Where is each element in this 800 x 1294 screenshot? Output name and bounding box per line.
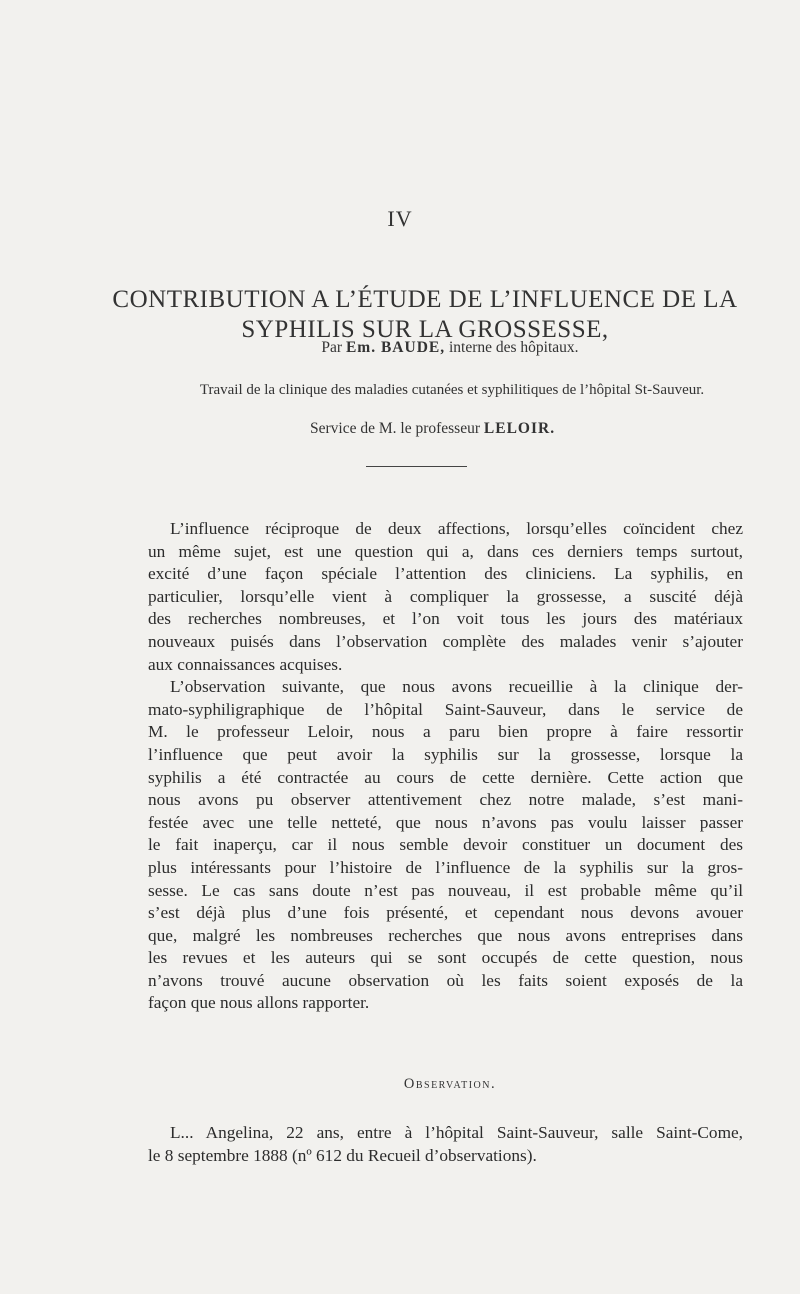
body-line: mato-syphiligraphique de l’hôpital Saint-Sauveur, dans le service de <box>148 699 743 719</box>
chapter-number: IV <box>387 206 413 231</box>
section-divider <box>366 466 467 467</box>
work-affiliation: Travail de la clinique des maladies cutanées et syphilitiques de l’hôpital St-Sauveur. <box>199 382 705 398</box>
body-line: le fait inaperçu, car il nous semble devoir constituer un document des <box>148 835 743 855</box>
professor-name: LELOIR. <box>483 420 556 437</box>
title-line-1: CONTRIBUTION A L’ÉTUDE DE L’INFLUENCE DE LA <box>112 285 738 313</box>
title-line-2: SYPHILIS SUR LA GROSSESSE, <box>241 315 609 343</box>
body-line: s’est déjà plus d’une fois présenté, et cependant nous devons avouer <box>148 903 743 923</box>
observation-line: L... Angelina, 22 ans, entre à l’hôpital Saint-Sauveur, salle Saint-Come, <box>170 1123 743 1142</box>
article-title <box>100 285 750 345</box>
observation-text <box>148 1122 743 1167</box>
service-prefix: Service de M. le professeur <box>310 420 481 437</box>
body-line: des recherches nombreuses, et l’on voit tous les jours des matériaux <box>148 609 743 629</box>
observation-heading: Observation. <box>403 1076 497 1092</box>
byline-prefix: Par <box>321 339 343 356</box>
body-line: façon que nous allons rapporter. <box>148 993 370 1013</box>
body-line: syphilis a été contractée au cours de cette dernière. Cette action que <box>148 767 743 787</box>
body-line: aux connaissances acquises. <box>148 654 343 674</box>
body-line: plus intéressants pour l’histoire de l’influence de la syphilis sur la gros- <box>148 857 743 877</box>
body-line: excité d’une façon spéciale l’attention des cliniciens. La syphilis, en <box>148 564 743 584</box>
body-line: les revues et les auteurs qui se sont occupés de cette question, nous <box>148 948 743 968</box>
body-text <box>148 518 743 1015</box>
body-line: l’influence que peut avoir la syphilis sur la grossesse, lorsque la <box>148 744 743 764</box>
body-line: festée avec une telle netteté, que nous n’avons pas voulu laisser passer <box>148 812 743 832</box>
body-line: M. le professeur Leloir, nous a paru bien propre à faire ressortir <box>148 722 743 742</box>
body-line: un même sujet, est une question qui a, dans ces derniers temps surtout, <box>148 541 743 561</box>
byline <box>0 339 800 357</box>
author-name: Em. BAUDE, <box>345 339 446 356</box>
body-line: sesse. Le cas sans doute n’est pas nouveau, il est probable même qu’il <box>148 880 743 900</box>
service-line <box>310 420 610 438</box>
body-line: nous avons pu observer attentivement chez notre malade, s’est mani- <box>148 790 743 810</box>
author-role: interne des hôpitaux. <box>448 339 579 356</box>
body-line: nouveaux puisés dans l’observation complète des malades venir s’ajouter <box>148 631 743 651</box>
body-line: L’observation suivante, que nous avons recueillie à la clinique der- <box>170 677 743 697</box>
body-line: particulier, lorsqu’elle vient à compliquer la grossesse, a suscité déjà <box>148 586 743 606</box>
observation-line: le 8 septembre 1888 (nº 612 du Recueil d’observations). <box>148 1145 537 1165</box>
body-line: n’avons trouvé aucune observation où les faits soient exposés de la <box>148 970 743 990</box>
body-line: que, malgré les nombreuses recherches que nous avons entreprises dans <box>148 925 743 945</box>
body-line: L’influence réciproque de deux affections, lorsqu’elles coïncident chez <box>170 519 743 538</box>
